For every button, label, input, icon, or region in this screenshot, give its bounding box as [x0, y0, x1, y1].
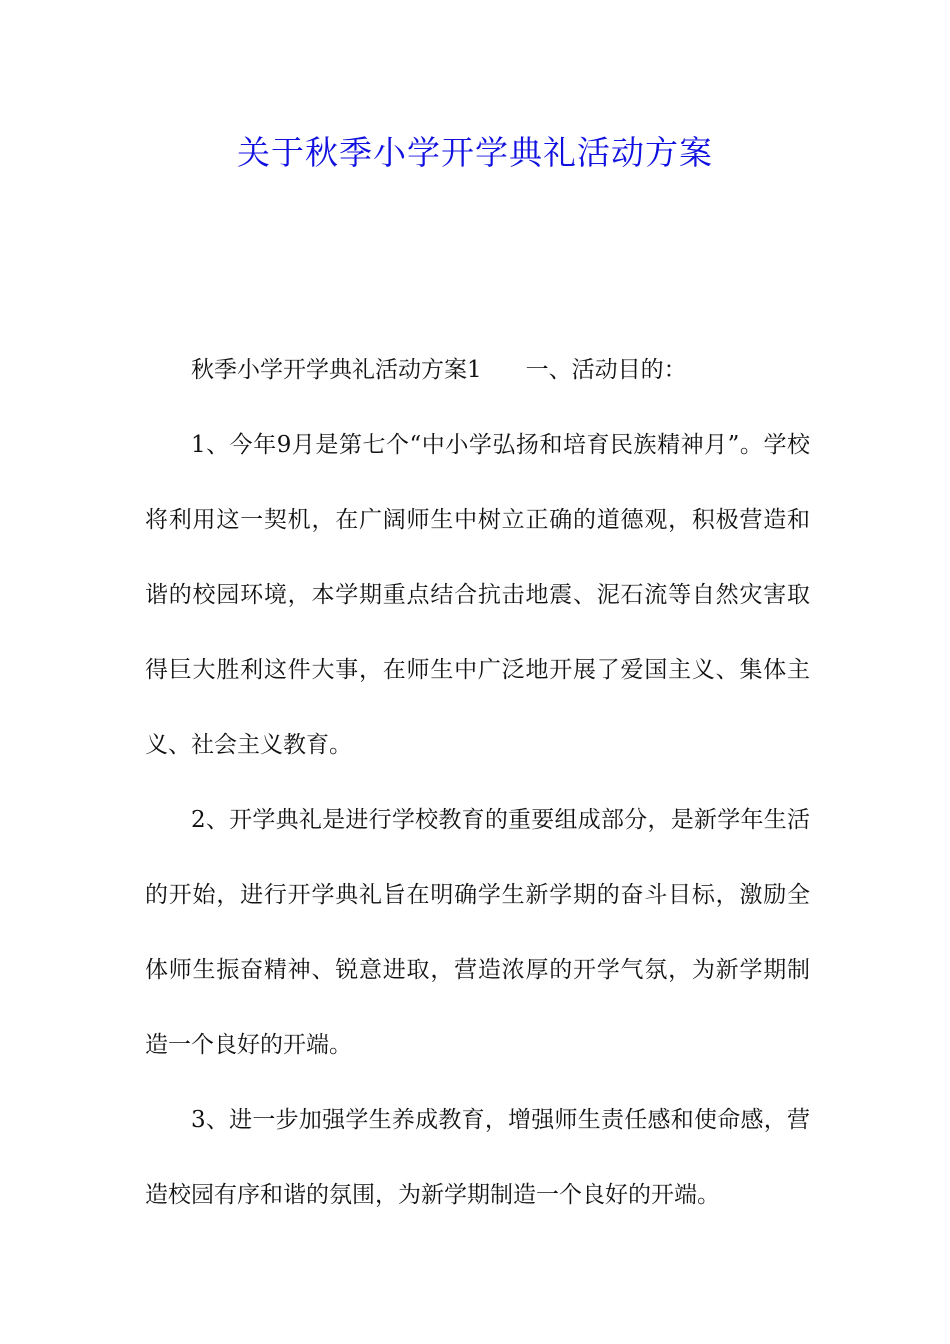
document-body [145, 333, 810, 1233]
document-title: 关于秋季小学开学典礼活动方案 [237, 133, 713, 172]
paragraph-3: 3、进一步加强学生养成教育，增强师生责任感和使命感，营造校园有序和谐的氛围，为新学期制造一个良好的开端。 [145, 1107, 810, 1208]
intro-heading: 秋季小学开学典礼活动方案1 [191, 357, 482, 383]
paragraph-2: 2、开学典礼是进行学校教育的重要组成部分，是新学年生活的开始，进行开学典礼旨在明确学生新学期的奋斗目标，激励全体师生振奋精神、锐意进取，营造浓厚的开学气氛，为新学期制造一个良好的开端。 [145, 807, 810, 1058]
section-heading: 一、活动目的： [525, 357, 687, 383]
intro-paragraph [145, 333, 810, 408]
paragraph-1: 1、今年9月是第七个“中小学弘扬和培育民族精神月”。学校将利用这一契机，在广阔师生中树立正确的道德观，积极营造和谐的校园环境，本学期重点结合抗击地震、泥石流等自然灾害取得巨大胜利这件大事，在师生中广泛地开展了爱国主义、集体主义、社会主义教育。 [145, 432, 810, 758]
